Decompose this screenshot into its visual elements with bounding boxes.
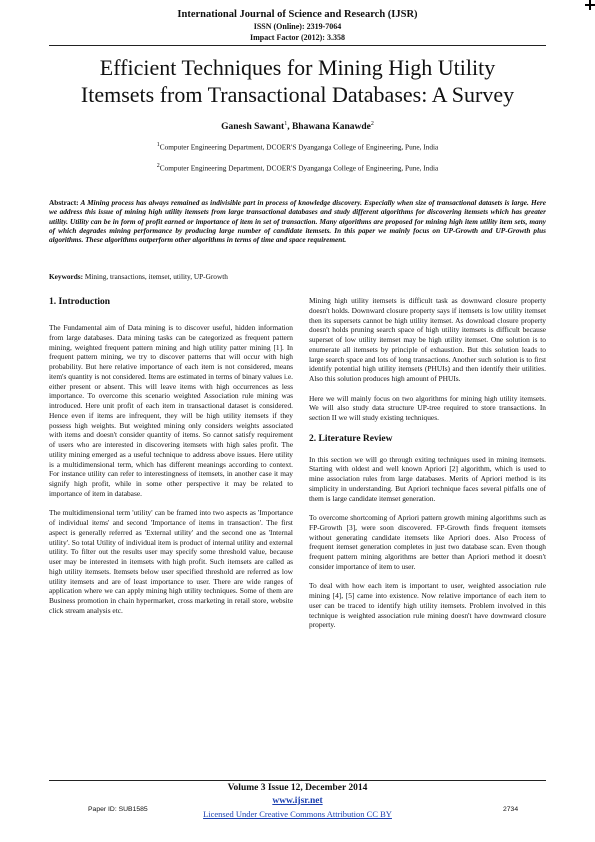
author-affiliation-mark: 1 — [284, 121, 288, 127]
abstract-label: Abstract: — [49, 198, 79, 207]
author-affiliation-mark: 2 — [370, 121, 374, 127]
left-column — [49, 296, 293, 625]
journal-issn: ISSN (Online): 2319-7064 — [253, 22, 342, 31]
author-list — [0, 121, 595, 132]
affiliation-text: Computer Engineering Department, DCOER'S Dyanganga College of Engineering, Pune, India — [159, 163, 439, 173]
header-divider — [49, 45, 546, 46]
body-paragraph: To overcome shortcoming of Apriori pattern growth mining algorithms such as FP-Growth [3], were soon discovered. FP-Growth finds frequent itemsets without generating candidate itemsets like Apriori does. Also Process of frequent itemset generation completes in just two database scan. Even though frequent pattern mining algorithms are better than Apriori method it doesn't consider importance of item to user. — [309, 513, 546, 571]
body-paragraph: Here we will mainly focus on two algorithms for mining high utility itemsets. We will also study data structure UP-tree required to store transactions. In section II we will study existing techniques. — [309, 393, 546, 422]
author-name: Bhawana Kanawde — [291, 122, 371, 133]
affiliation — [0, 142, 595, 151]
body-paragraph: In this section we will go through exiting techniques used in mining itemsets. Starting with oldest and well known Apriori [2] algorithm, which is used to mine association rules from large databases. Merits of Apriori method is its simplicity in understanding. But Apriori technique faces several pitfalls one of them is large candidate itemset generation. — [309, 454, 546, 503]
paper-title — [40, 54, 555, 108]
keywords-text: Mining, transactions, itemset, utility, UP-Growth — [83, 272, 228, 281]
section-heading-introduction: 1. Introduction — [49, 297, 111, 307]
body-paragraph: The multidimensional term 'utility' can be framed into two aspects as 'Importance of individual items' and second 'Importance of items in transaction'. The first aspect is generally referred as 'External utility' and the second one as 'Internal utility'. So total Utility of individual item is product of internal utility and external utility. To filter out the results user may specify some threshold value, because user may be interested in itemsets with high profit. Such itemsets are called as high utility itemsets. Itemsets below user specified threshold are referred as low utility itemsets and are of least importance to user. There are wide ranges of application where we can apply mining high utility techniques. Some of them are Business promotion in chain hypermarket, cross marketing in retail store, website click stream analysis etc. — [49, 508, 293, 615]
abstract-text: A Mining process has always remained as indivisible part in process of knowledge discovery. Especially when size of transactional datasets is large. Here we address this issue of mining high utility itemsets from large transactional databases and study different algorithms for discovering itemsets which has greater utility. Utility can be in form of profit earned or importance of item in set of transaction. Many algorithms are proposed for mining high item utility item sets, many of which degrades mining performance by producing large number of candidate itemsets. In this paper we mainly focus on UP-Growth and UP-Growth plus algorithms. These algorithms outperform other algorithms in terms of time and space requirement. — [49, 198, 546, 245]
journal-impact-factor: Impact Factor (2012): 3.358 — [250, 33, 345, 42]
footer-journal-link[interactable]: www.ijsr.net — [272, 796, 323, 806]
body-paragraph: To deal with how each item is important to user, weighted association rule mining [4], [5] came into existence. Now relative importance of each item to user can be traced to identify high utility itemsets. Problem involved in this technique is weighted association rule mining doesn't have downward closure property. — [309, 581, 546, 630]
abstract — [49, 198, 546, 244]
author-name: Ganesh Sawant — [221, 122, 285, 133]
footer-divider — [49, 780, 546, 781]
footer-volume: Volume 3 Issue 12, December 2014 — [227, 783, 368, 793]
affiliation-text: Computer Engineering Department, DCOER'S Dyanganga College of Engineering, Pune, India — [159, 142, 439, 152]
paper-title-line-1: Efficient Techniques for Mining High Utility — [99, 55, 496, 80]
keywords — [49, 272, 546, 281]
author-separator: , — [287, 122, 292, 133]
footer-page-number: 2734 — [503, 806, 519, 813]
body-paragraph: The Fundamental aim of Data mining is to discover useful, hidden information from large databases. Data mining tasks can be categorized as frequent pattern mining, weighted frequent pattern mining and high utility patter mining [1]. In frequent pattern mining, we try to discover patterns that will occur with high probability. But here relative importance of each item is not considered, means item's quantity is not considered. Items are estimated in terms of binary values i.e. either present or absent. This will leave items with high occurrences as less importance. To overcome this scenario weighted Association rule mining was introduced. Here unit profit of each item in transactional dataset is considered. Hence even if items are infrequent, they will be high utility itemsets if they possess high weights. But weighted mining only considers weights associated with items and doesn't consider quantity of items. So cannot satisfy requirement of users who are interested in discovering itemsets with high sales profit. The utility mining emerged as a useful technique to address above issues. Here utility is a multidimensional term, which has different meanings according to context. For instance utility can refer to interestingness of itemsets, in another case it may signify high profit, while in some other perspective it may be related to importance of item in database. — [49, 323, 293, 498]
journal-title: International Journal of Science and Research (IJSR) — [177, 9, 418, 20]
paper-title-line-2: Itemsets from Transactional Databases: A Survey — [80, 82, 515, 107]
footer-paper-id: Paper ID: SUB1585 — [88, 806, 148, 813]
right-column — [309, 296, 546, 640]
affiliation-mark: 1 — [156, 142, 160, 148]
section-heading-literature-review: 2. Literature Review — [309, 433, 393, 444]
body-paragraph: Mining high utility itemsets is difficult task as downward closure property doesn't holds. Downward closure property says if itemsets is low utility itemset then its supersets cannot be high utility itemset. As download closure property doesn't holds pruning search space of high utility itemsets is difficult because superset of low utility itemset may be high utility itemset. One solution is to enumerate all itemsets by principle of exhaustion. But this solution leads to large search space and lots of long transactions. Another such solution is to first identify potential high utility itemsets (PHUIs) and then identify their utilities. Also this solution produces high amount of PHUIs. — [309, 296, 546, 383]
affiliation-mark: 2 — [156, 163, 160, 169]
footer-license-link[interactable]: Licensed Under Creative Commons Attribution CC BY — [203, 809, 392, 819]
affiliation — [0, 163, 595, 172]
keywords-label: Keywords: — [49, 272, 84, 281]
